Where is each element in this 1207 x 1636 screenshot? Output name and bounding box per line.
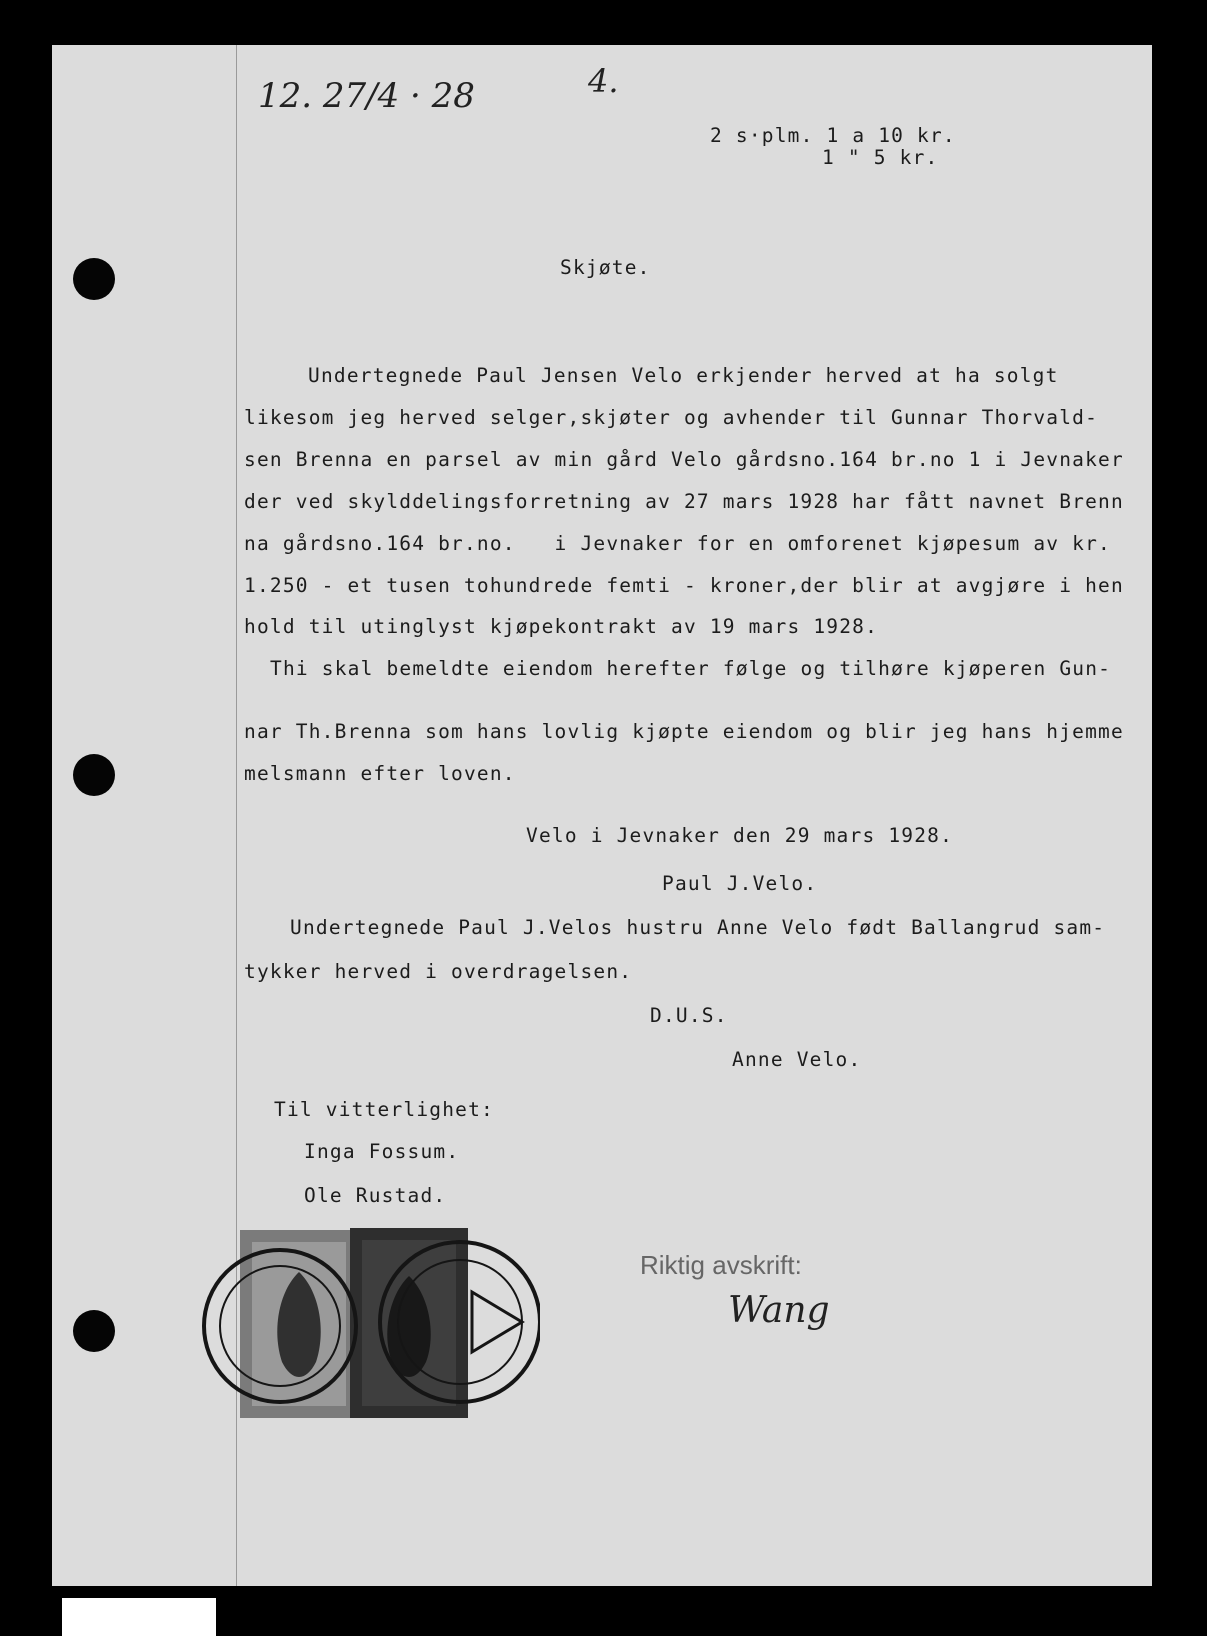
fee-line: 1 " 5 kr. — [822, 146, 939, 169]
signature-wife: Anne Velo. — [732, 1048, 862, 1071]
body-line: likesom jeg herved selger,skjøter og avhender til Gunnar Thorvald- — [244, 406, 1099, 429]
body-line: melsmann efter loven. — [244, 762, 516, 785]
document-title: Skjøte. — [560, 256, 651, 279]
fee-line: 2 s·plm. 1 a 10 kr. — [710, 124, 956, 147]
revenue-stamps-seal — [200, 1222, 540, 1432]
body-line: na gårdsno.164 br.no. i Jevnaker for en omforenet kjøpesum av kr. — [244, 532, 1111, 555]
body-line: sen Brenna en parsel av min gård Velo gårdsno.164 br.no 1 i Jevnaker — [244, 448, 1124, 471]
consent-line: tykker herved i overdragelsen. — [244, 960, 633, 983]
certification-stamp: Riktig avskrift: — [640, 1250, 802, 1280]
body-line: Thi skal bemeldte eiendom herefter følge og tilhøre kjøperen Gun- — [270, 657, 1112, 680]
body-line: Undertegnede Paul Jensen Velo erkjender herved at ha solgt — [308, 364, 1059, 387]
witness-heading: Til vitterlighet: — [274, 1098, 494, 1121]
place-date: Velo i Jevnaker den 29 mars 1928. — [526, 824, 954, 847]
scan-label-strip — [62, 1598, 216, 1636]
punch-hole — [73, 258, 115, 300]
punch-hole — [73, 754, 115, 796]
signature-seller: Paul J.Velo. — [662, 872, 818, 895]
body-line: nar Th.Brenna som hans lovlig kjøpte eiendom og blir jeg hans hjemme — [244, 720, 1124, 743]
witness-name: Inga Fossum. — [304, 1140, 460, 1163]
punch-hole — [73, 1310, 115, 1352]
witness-name: Ole Rustad. — [304, 1184, 447, 1207]
certification-signature: Wang — [728, 1290, 830, 1331]
handwritten-page-number: 4. — [588, 62, 619, 100]
consent-line: Undertegnede Paul J.Velos hustru Anne Velo født Ballangrud sam- — [290, 916, 1106, 939]
body-line: 1.250 - et tusen tohundrede femti - kroner,der blir at avgjøre i hen — [244, 574, 1124, 597]
body-line: der ved skylddelingsforretning av 27 mars 1928 har fått navnet Brenn — [244, 490, 1124, 513]
handwritten-reference: 12. 27/4 · 28 — [258, 76, 475, 116]
dus-abbreviation: D.U.S. — [650, 1004, 728, 1027]
body-line: hold til utinglyst kjøpekontrakt av 19 mars 1928. — [244, 615, 879, 638]
